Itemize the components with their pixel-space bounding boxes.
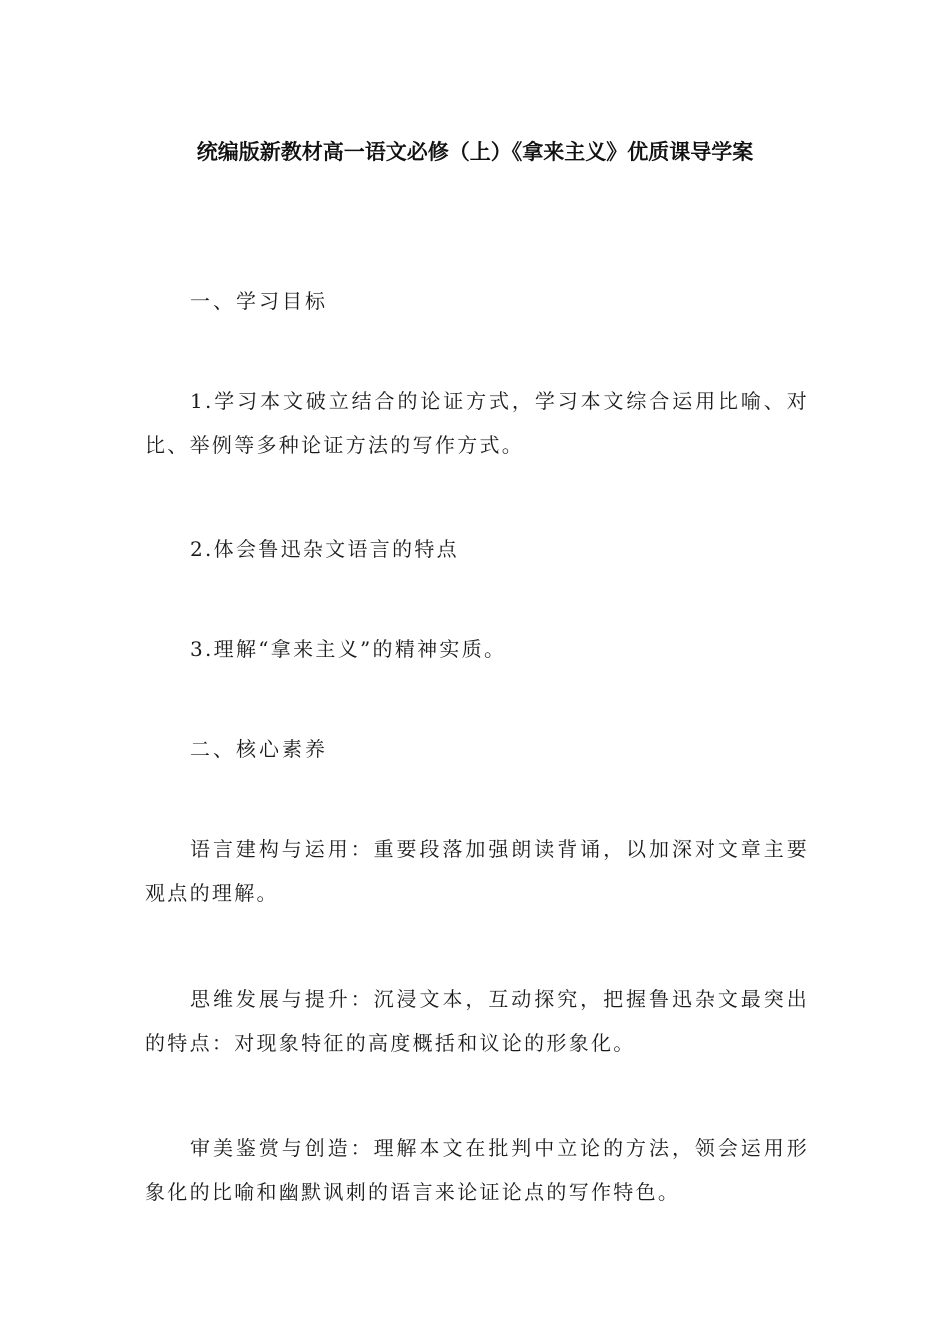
goal-paragraph-1: 1.学习本文破立结合的论证方式，学习本文综合运用比喻、对比、举例等多种论证方法的写作方式。 — [145, 389, 809, 457]
goal-paragraph-2: 2.体会鲁迅杂文语言的特点 — [190, 537, 459, 561]
literacy-paragraph-language: 语言建构与运用：重要段落加强朗读背诵，以加深对文章主要观点的理解。 — [145, 837, 809, 905]
literacy-paragraph-thinking: 思维发展与提升：沉浸文本，互动探究，把握鲁迅杂文最突出的特点：对现象特征的高度概括和议论的形象化。 — [145, 987, 809, 1055]
section-heading-core-literacy: 二、核心素养 — [190, 737, 328, 761]
document-title: 统编版新教材高一语文必修（上）《拿来主义》优质课导学案 — [196, 140, 754, 164]
goal-paragraph-3: 3.理解“拿来主义”的精神实质。 — [190, 637, 507, 661]
literacy-paragraph-aesthetics: 审美鉴赏与创造：理解本文在批判中立论的方法，领会运用形象化的比喻和幽默讽刺的语言来论证论点的写作特色。 — [145, 1136, 809, 1204]
section-heading-learning-goals: 一、学习目标 — [190, 289, 328, 313]
